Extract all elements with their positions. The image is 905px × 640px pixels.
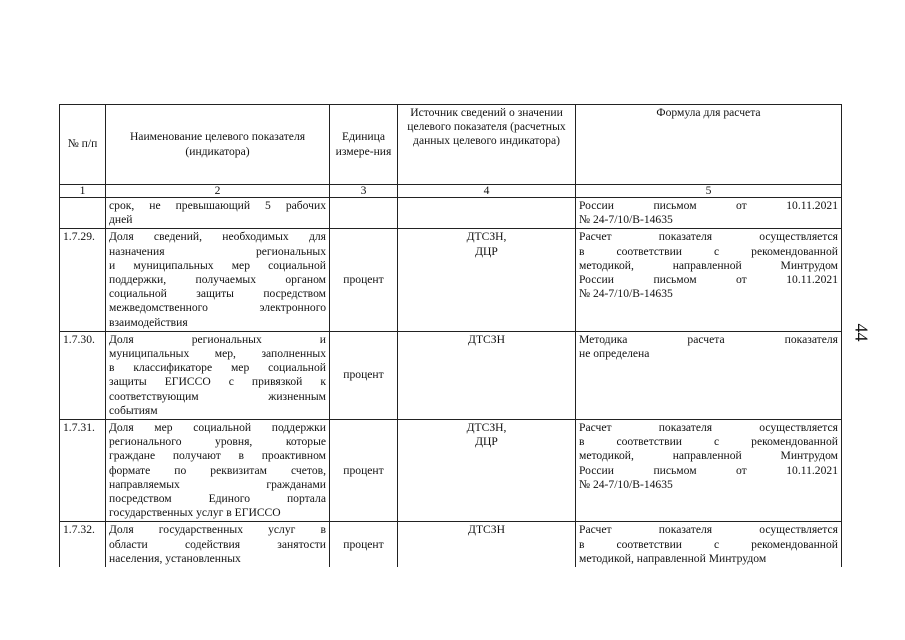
indicator-name <box>106 229 330 331</box>
header-number: № п/п <box>60 105 106 185</box>
header-unit: Единица измере-ния <box>330 105 398 185</box>
unit-of-measure: процент <box>330 229 398 331</box>
table-row <box>60 198 842 229</box>
formula-line: в соответствии с рекомендованной <box>579 244 838 258</box>
column-number: 1 <box>60 185 106 198</box>
indicator-name-line: области содействия занятости <box>109 537 326 551</box>
row-number: 1.7.30. <box>60 331 106 419</box>
data-source <box>398 229 576 331</box>
calculation-formula <box>576 522 842 567</box>
indicator-name-line: в классификаторе мер социальной <box>109 361 326 375</box>
data-source <box>398 522 576 567</box>
unit-of-measure: процент <box>330 331 398 419</box>
table-header-row <box>60 105 842 185</box>
formula-line: № 24-7/10/В-14635 <box>579 287 673 301</box>
table-row <box>60 331 842 419</box>
formula-line: России письмом от 10.11.2021 <box>579 199 838 212</box>
data-source <box>398 420 576 522</box>
column-number: 3 <box>330 185 398 198</box>
formula-line: в соответствии с рекомендованной <box>579 537 838 551</box>
indicator-name-line: событиям <box>109 403 158 417</box>
formula-line: России письмом от 10.11.2021 <box>579 463 838 477</box>
table-row <box>60 522 842 567</box>
indicator-name-line: формате по реквизитам счетов, <box>109 463 326 477</box>
calculation-formula <box>576 198 842 229</box>
indicator-name-line: посредством Единого портала <box>109 492 326 506</box>
indicator-name <box>106 522 330 567</box>
indicator-name <box>106 198 330 229</box>
formula-line: № 24-7/10/В-14635 <box>579 477 673 491</box>
column-number: 2 <box>106 185 330 198</box>
unit-of-measure <box>330 198 398 229</box>
formula-line: методикой, направленной Минтрудом <box>579 551 767 565</box>
page-number: 44 <box>851 323 872 342</box>
unit-of-measure: процент <box>330 522 398 567</box>
indicator-name <box>106 331 330 419</box>
formula-line: № 24-7/10/В-14635 <box>579 213 673 227</box>
calculation-formula <box>576 420 842 522</box>
data-source-line: ДТСЗН, <box>466 230 507 244</box>
indicator-name-line: муниципальных мер, заполненных <box>109 347 326 361</box>
formula-line: Методика расчета показателя <box>579 332 838 346</box>
indicator-name-line: Доля региональных и <box>109 332 326 346</box>
indicator-name-line: Доля сведений, необходимых для <box>109 230 326 244</box>
column-number: 5 <box>576 185 842 198</box>
indicator-name-line: населения, установленных <box>109 551 241 565</box>
indicator-name-line: государственных услуг в ЕГИССО <box>109 506 281 520</box>
formula-line: Расчет показателя осуществляется <box>579 523 838 537</box>
indicator-name-line: граждане получают в проактивном <box>109 449 326 463</box>
column-number: 4 <box>398 185 576 198</box>
row-number <box>60 198 106 229</box>
data-source-line: ДТСЗН <box>468 332 505 346</box>
calculation-formula <box>576 229 842 331</box>
data-source <box>398 331 576 419</box>
formula-line: в соответствии с рекомендованной <box>579 435 838 449</box>
indicator-name-line: направляемых гражданами <box>109 477 326 491</box>
data-source-line: ДТСЗН, <box>466 421 507 435</box>
formula-line: методикой, направленной Минтрудом <box>579 449 838 463</box>
data-source <box>398 198 576 229</box>
indicator-name-line: регионального уровня, которые <box>109 435 326 449</box>
indicator-name-line: и муниципальных мер социальной <box>109 258 326 272</box>
row-number: 1.7.29. <box>60 229 106 331</box>
indicator-name-line: Доля мер социальной поддержки <box>109 421 326 435</box>
data-source-line: ДЦР <box>475 435 498 449</box>
indicator-name-line: взаимодействия <box>109 315 188 329</box>
table-body <box>60 198 842 568</box>
column-numbers-row <box>60 185 842 198</box>
table-row <box>60 420 842 522</box>
header-formula: Формула для расчета <box>576 105 842 185</box>
indicators-table <box>59 104 842 567</box>
indicator-name-line: срок, не превышающий 5 рабочих <box>109 199 326 212</box>
indicator-name-line: соответствующим жизненным <box>109 389 326 403</box>
table-row <box>60 229 842 331</box>
formula-line: России письмом от 10.11.2021 <box>579 273 838 287</box>
header-source: Источник сведений о значении целевого показателя (расчетных данных целевого индикатора) <box>398 105 576 185</box>
data-source-line: ДТСЗН <box>468 523 505 537</box>
formula-line: не определена <box>579 347 650 361</box>
row-number: 1.7.32. <box>60 522 106 567</box>
formula-line: Расчет показателя осуществляется <box>579 421 838 435</box>
unit-of-measure: процент <box>330 420 398 522</box>
indicator-name-line: назначения региональных <box>109 244 326 258</box>
calculation-formula <box>576 331 842 419</box>
header-indicator-name: Наименование целевого показателя (индикатора) <box>106 105 330 185</box>
indicator-name-line: Доля государственных услуг в <box>109 523 326 537</box>
indicator-name-line: поддержки, получаемых органом <box>109 273 326 287</box>
indicator-name-line: дней <box>109 213 133 227</box>
data-source-line: ДЦР <box>475 244 498 258</box>
indicator-name-line: социальной защиты посредством <box>109 287 326 301</box>
formula-line: Расчет показателя осуществляется <box>579 230 838 244</box>
formula-line: методикой, направленной Минтрудом <box>579 258 838 272</box>
row-number: 1.7.31. <box>60 420 106 522</box>
indicator-name <box>106 420 330 522</box>
indicator-name-line: межведомственного электронного <box>109 301 326 315</box>
indicator-name-line: защиты ЕГИССО с привязкой к <box>109 375 326 389</box>
